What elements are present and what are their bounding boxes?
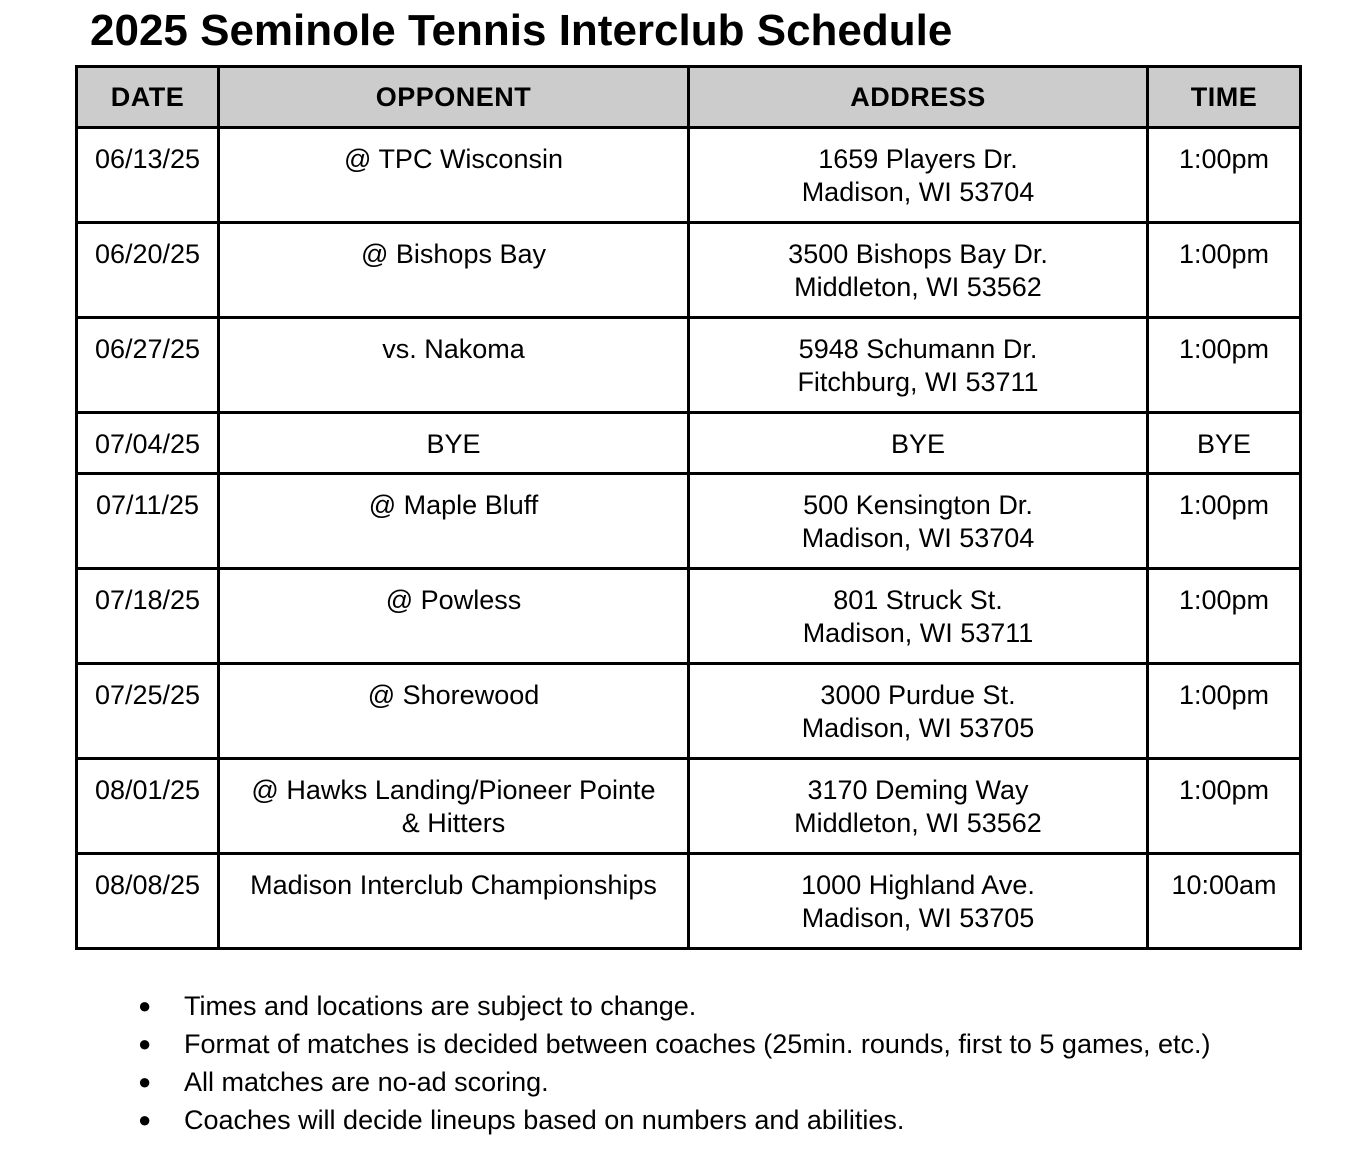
list-item	[138, 988, 1210, 1026]
address-line: Madison, WI 53704	[801, 523, 1035, 553]
cell-address	[689, 664, 1148, 759]
cell-opponent	[219, 413, 689, 474]
column-header-opponent: OPPONENT	[219, 67, 689, 128]
list-item	[138, 1064, 1210, 1102]
cell-time: 1:00pm	[1148, 759, 1301, 854]
table-row	[77, 569, 1301, 664]
cell-opponent	[219, 128, 689, 223]
note-text: All matches are no-ad scoring.	[184, 1067, 549, 1097]
cell-date: 08/08/25	[77, 854, 219, 949]
cell-date: 06/13/25	[77, 128, 219, 223]
cell-address	[689, 128, 1148, 223]
cell-time: 1:00pm	[1148, 223, 1301, 318]
notes-list	[138, 988, 1210, 1140]
cell-time: 10:00am	[1148, 854, 1301, 949]
cell-date: 07/04/25	[77, 413, 219, 474]
cell-time: 1:00pm	[1148, 318, 1301, 413]
cell-address	[689, 569, 1148, 664]
address-line: Madison, WI 53704	[801, 177, 1035, 207]
table-row	[77, 474, 1301, 569]
cell-date: 06/27/25	[77, 318, 219, 413]
table-row	[77, 759, 1301, 854]
address-line: Madison, WI 53705	[801, 713, 1035, 743]
page-title: 2025 Seminole Tennis Interclub Schedule	[90, 6, 953, 55]
cell-time: 1:00pm	[1148, 664, 1301, 759]
opponent-line: & Hitters	[401, 808, 506, 838]
table-row	[77, 413, 1301, 474]
address-line: 5948 Schumann Dr.	[798, 334, 1038, 364]
address-line: BYE	[890, 429, 946, 459]
cell-opponent	[219, 223, 689, 318]
cell-opponent	[219, 854, 689, 949]
cell-opponent	[219, 318, 689, 413]
cell-opponent	[219, 569, 689, 664]
table-row	[77, 854, 1301, 949]
address-line: 3170 Deming Way	[807, 775, 1029, 805]
note-text: Times and locations are subject to change.	[184, 991, 697, 1021]
address-line: 1659 Players Dr.	[818, 144, 1018, 174]
bullet-icon: ●	[138, 1069, 152, 1094]
opponent-line: vs. Nakoma	[382, 334, 525, 364]
table-row	[77, 664, 1301, 759]
opponent-line: @ Maple Bluff	[368, 490, 539, 520]
address-line: Madison, WI 53705	[801, 903, 1035, 933]
cell-opponent	[219, 759, 689, 854]
cell-date: 07/18/25	[77, 569, 219, 664]
cell-address	[689, 413, 1148, 474]
list-item	[138, 1102, 1210, 1140]
opponent-line: @ Bishops Bay	[361, 239, 546, 269]
address-line: Fitchburg, WI 53711	[797, 367, 1039, 397]
cell-date: 08/01/25	[77, 759, 219, 854]
address-line: 3500 Bishops Bay Dr.	[788, 239, 1048, 269]
opponent-line: @ Shorewood	[367, 680, 540, 710]
note-text: Format of matches is decided between coaches (25min. rounds, first to 5 games, etc.)	[184, 1029, 1211, 1059]
table-body	[77, 128, 1301, 949]
cell-opponent	[219, 664, 689, 759]
opponent-line: BYE	[426, 429, 481, 459]
list-item	[138, 1026, 1210, 1064]
cell-date: 06/20/25	[77, 223, 219, 318]
table-row	[77, 223, 1301, 318]
column-header-time: TIME	[1148, 67, 1301, 128]
address-line: 801 Struck St.	[833, 585, 1003, 615]
opponent-line: @ Powless	[385, 585, 522, 615]
column-header-address: ADDRESS	[689, 67, 1148, 128]
column-header-date: DATE	[77, 67, 219, 128]
cell-time: 1:00pm	[1148, 474, 1301, 569]
cell-address	[689, 223, 1148, 318]
cell-address	[689, 854, 1148, 949]
cell-address	[689, 318, 1148, 413]
address-line: Madison, WI 53711	[802, 618, 1034, 648]
cell-opponent	[219, 474, 689, 569]
address-line: Middleton, WI 53562	[794, 272, 1042, 302]
cell-address	[689, 759, 1148, 854]
address-line: 3000 Purdue St.	[820, 680, 1016, 710]
cell-date: 07/11/25	[77, 474, 219, 569]
address-line: 500 Kensington Dr.	[803, 490, 1033, 520]
cell-date: 07/25/25	[77, 664, 219, 759]
cell-time: 1:00pm	[1148, 569, 1301, 664]
address-line: Middleton, WI 53562	[794, 808, 1042, 838]
note-text: Coaches will decide lineups based on numbers and abilities.	[184, 1105, 905, 1135]
cell-time: BYE	[1148, 413, 1301, 474]
cell-time: 1:00pm	[1148, 128, 1301, 223]
bullet-icon: ●	[138, 1107, 152, 1132]
schedule-table	[75, 65, 1302, 950]
opponent-line: @ TPC Wisconsin	[344, 144, 563, 174]
opponent-line: @ Hawks Landing/Pioneer Pointe	[251, 775, 656, 805]
bullet-icon: ●	[138, 1031, 152, 1056]
address-line: 1000 Highland Ave.	[801, 870, 1035, 900]
table-row	[77, 318, 1301, 413]
table-row	[77, 128, 1301, 223]
table-header-row	[77, 67, 1301, 128]
bullet-icon: ●	[138, 993, 152, 1018]
opponent-line: Madison Interclub Championships	[250, 870, 657, 900]
cell-address	[689, 474, 1148, 569]
